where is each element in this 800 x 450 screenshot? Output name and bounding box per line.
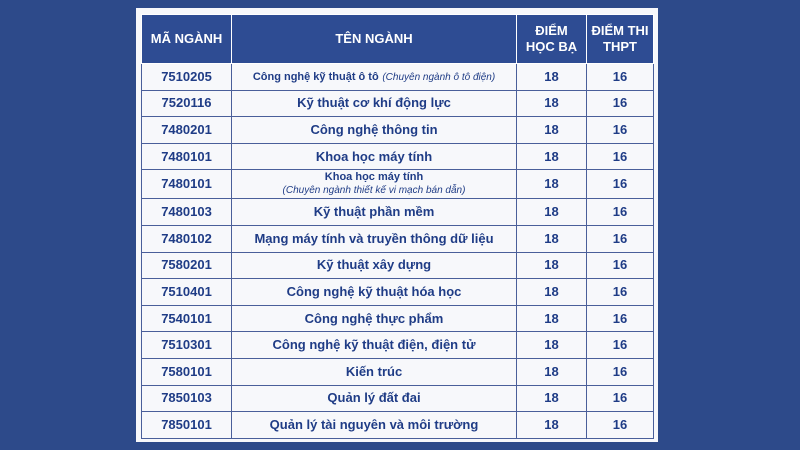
- row-code: 7540101: [142, 305, 232, 332]
- table-row: [142, 117, 654, 144]
- row-thpt: 16: [587, 332, 654, 359]
- row-name: Công nghệ thực phẩm: [304, 310, 444, 326]
- row-name-cell: [232, 385, 517, 412]
- table-row: [142, 252, 654, 279]
- row-code: 7520116: [142, 90, 232, 117]
- header-diem-thpt-line2: THPT: [603, 39, 637, 54]
- row-thpt: 16: [587, 143, 654, 170]
- row-code: 7480101: [142, 143, 232, 170]
- row-name-cell: [232, 170, 517, 199]
- header-ten-nganh: TÊN NGÀNH: [232, 15, 517, 64]
- row-name: Kỹ thuật phần mềm: [313, 204, 435, 220]
- header-diem-hoc-ba-line1: ĐIỂM: [535, 23, 568, 38]
- row-code: 7480101: [142, 170, 232, 199]
- row-thpt: 16: [587, 64, 654, 91]
- table-row: [142, 385, 654, 412]
- row-name-cell: [232, 412, 517, 439]
- admission-score-table: [141, 14, 654, 439]
- row-name: Công nghệ kỹ thuật ô tô: [252, 70, 379, 83]
- row-thpt: 16: [587, 225, 654, 252]
- table-header-row: [142, 15, 654, 64]
- row-name: Khoa học máy tính: [324, 171, 424, 184]
- table-row: [142, 225, 654, 252]
- row-hoc-ba: 18: [517, 412, 587, 439]
- row-name: Mạng máy tính và truyền thông dữ liệu: [254, 230, 494, 246]
- row-code: 7480103: [142, 199, 232, 226]
- row-hoc-ba: 18: [517, 64, 587, 91]
- row-code: 7580201: [142, 252, 232, 279]
- row-hoc-ba: 18: [517, 90, 587, 117]
- row-hoc-ba: 18: [517, 117, 587, 144]
- row-hoc-ba: 18: [517, 170, 587, 199]
- table-row: [142, 64, 654, 91]
- row-name-cell: [232, 225, 517, 252]
- row-hoc-ba: 18: [517, 358, 587, 385]
- row-hoc-ba: 18: [517, 225, 587, 252]
- row-thpt: 16: [587, 279, 654, 306]
- row-hoc-ba: 18: [517, 385, 587, 412]
- row-thpt: 16: [587, 117, 654, 144]
- row-note: (Chuyên ngành ô tô điện): [382, 71, 496, 83]
- row-code: 7580101: [142, 358, 232, 385]
- row-name-cell: [232, 332, 517, 359]
- table-row: [142, 143, 654, 170]
- row-name: Quản lý tài nguyên và môi trường: [269, 416, 479, 432]
- row-code: 7480201: [142, 117, 232, 144]
- row-name: Kỹ thuật xây dựng: [316, 257, 432, 273]
- header-ma-nganh: MÃ NGÀNH: [142, 15, 232, 64]
- row-name: Kỹ thuật cơ khí động lực: [297, 95, 451, 111]
- row-name-cell: [232, 90, 517, 117]
- row-thpt: 16: [587, 358, 654, 385]
- row-name-cell: [232, 143, 517, 170]
- row-code: 7850101: [142, 412, 232, 439]
- row-note: (Chuyên ngành thiết kế vi mạch bán dẫn): [282, 185, 466, 197]
- row-name-cell: [232, 279, 517, 306]
- row-name-cell: [232, 252, 517, 279]
- row-name: Kiến trúc: [345, 363, 403, 379]
- table-row: [142, 305, 654, 332]
- row-name-cell: [232, 199, 517, 226]
- row-thpt: 16: [587, 305, 654, 332]
- row-code: 7510301: [142, 332, 232, 359]
- row-code: 7480102: [142, 225, 232, 252]
- row-name: Khoa học máy tính: [315, 148, 433, 164]
- row-name: Công nghệ kỹ thuật điện, điện tử: [272, 337, 476, 353]
- header-diem-hoc-ba-line2: HỌC BẠ: [525, 39, 578, 54]
- row-name-cell: [232, 358, 517, 385]
- row-hoc-ba: 18: [517, 332, 587, 359]
- row-name: Công nghệ kỹ thuật hóa học: [286, 283, 462, 299]
- row-hoc-ba: 18: [517, 279, 587, 306]
- row-thpt: 16: [587, 385, 654, 412]
- row-hoc-ba: 18: [517, 143, 587, 170]
- admission-table-card: [136, 8, 658, 442]
- header-diem-thpt-line1: ĐIỂM THI: [591, 23, 649, 38]
- row-name: Quản lý đất đai: [327, 390, 421, 406]
- header-diem-thpt: [587, 15, 654, 64]
- row-code: 7850103: [142, 385, 232, 412]
- row-thpt: 16: [587, 252, 654, 279]
- table-row: [142, 279, 654, 306]
- table-row: [142, 358, 654, 385]
- table-row: [142, 332, 654, 359]
- row-name-cell: [232, 117, 517, 144]
- row-hoc-ba: 18: [517, 252, 587, 279]
- row-thpt: 16: [587, 90, 654, 117]
- row-code: 7510401: [142, 279, 232, 306]
- table-body: [142, 64, 654, 439]
- table-row: [142, 199, 654, 226]
- table-row: [142, 170, 654, 199]
- row-name-cell: [232, 305, 517, 332]
- table-row: [142, 90, 654, 117]
- table-row: [142, 412, 654, 439]
- row-name: Công nghệ thông tin: [310, 121, 438, 137]
- row-hoc-ba: 18: [517, 305, 587, 332]
- header-diem-hoc-ba: [517, 15, 587, 64]
- row-thpt: 16: [587, 170, 654, 199]
- row-hoc-ba: 18: [517, 199, 587, 226]
- row-code: 7510205: [142, 64, 232, 91]
- row-thpt: 16: [587, 199, 654, 226]
- row-thpt: 16: [587, 412, 654, 439]
- row-name-cell: [232, 64, 517, 91]
